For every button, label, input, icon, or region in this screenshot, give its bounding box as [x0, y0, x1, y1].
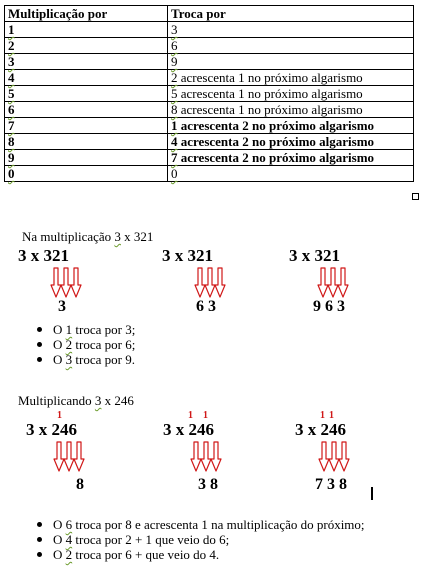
text-cursor	[371, 487, 373, 500]
list-item: O 2 troca por 6;	[33, 337, 135, 352]
cell-digit: 6	[5, 102, 168, 118]
section2-title-pre: Multiplicando	[18, 393, 95, 408]
down-arrow-icon	[195, 268, 205, 297]
section1-title-pre: Na multiplicação	[22, 229, 115, 244]
arrow-group	[195, 268, 225, 297]
carry-digit: 1	[57, 410, 62, 421]
example1-step1	[18, 246, 88, 316]
list-item: O 4 troca por 2 + 1 que veio do 6;	[33, 532, 365, 547]
cell-swap: 9	[168, 54, 414, 70]
section1-bullets	[33, 322, 135, 367]
cell-digit: 5	[5, 86, 168, 102]
down-arrow-icon	[54, 442, 64, 471]
table-row	[5, 134, 414, 150]
table-row	[5, 166, 414, 182]
section2-title-num: 3	[94, 393, 102, 408]
example2-result: 3 8	[198, 476, 218, 493]
carry-digit: 1	[188, 410, 193, 421]
table-row	[5, 118, 414, 134]
example2-step3	[295, 410, 365, 493]
table-row	[5, 102, 414, 118]
cell-swap: 5 acrescenta 1 no próximo algarismo	[168, 86, 414, 102]
cell-swap: 2 acrescenta 1 no próximo algarismo	[168, 70, 414, 86]
down-arrow-icon	[215, 268, 225, 297]
table-row	[5, 22, 414, 38]
section2-title	[18, 393, 134, 409]
carry-digit: 1	[203, 410, 208, 421]
cell-swap: 1 acrescenta 2 no próximo algarismo	[168, 118, 414, 134]
example2-expression: 3 x 246	[26, 420, 77, 439]
arrow-group	[319, 442, 349, 471]
example2-step2	[163, 410, 233, 493]
down-arrow-icon	[339, 442, 349, 471]
example2-expression: 3 x 246	[163, 420, 214, 439]
example1-step3	[289, 246, 359, 316]
cell-swap: 6	[168, 38, 414, 54]
arrow-group	[51, 268, 81, 297]
section2-bullets	[33, 517, 365, 562]
down-arrow-icon	[61, 268, 71, 297]
section1-title-post: x 321	[120, 229, 154, 244]
section1-title-num: 3	[114, 229, 121, 244]
example1-expression: 3 x 321	[289, 246, 340, 265]
example1-result: 3	[58, 298, 66, 315]
cell-swap: 7 acrescenta 2 no próximo algarismo	[168, 150, 414, 166]
header-multiplicacao: Multiplicação por	[5, 6, 168, 22]
down-arrow-icon	[211, 442, 221, 471]
example2-arrows	[26, 420, 96, 490]
cell-digit: 3	[5, 54, 168, 70]
carry-digit: 1	[320, 410, 325, 421]
cell-swap: 4 acrescenta 2 no próximo algarismo	[168, 134, 414, 150]
cell-digit: 9	[5, 150, 168, 166]
down-arrow-icon	[191, 442, 201, 471]
cell-digit: 7	[5, 118, 168, 134]
down-arrow-icon	[51, 268, 61, 297]
down-arrow-icon	[64, 442, 74, 471]
example2-step1	[26, 410, 96, 493]
table-row	[5, 150, 414, 166]
table-row	[5, 54, 414, 70]
down-arrow-icon	[328, 268, 338, 297]
example2-expression: 3 x 246	[295, 420, 346, 439]
arrow-group	[191, 442, 221, 471]
example1-arrows	[18, 246, 88, 316]
carry-digit: 1	[329, 410, 334, 421]
cell-digit: 2	[5, 38, 168, 54]
down-arrow-icon	[319, 442, 329, 471]
down-arrow-icon	[205, 268, 215, 297]
arrow-group	[54, 442, 84, 471]
section2-title-post: x 246	[101, 393, 134, 408]
cell-digit: 4	[5, 70, 168, 86]
table-row	[5, 86, 414, 102]
cell-digit: 1	[5, 22, 168, 38]
down-arrow-icon	[338, 268, 348, 297]
example1-expression: 3 x 321	[18, 246, 69, 265]
table-header-row	[5, 6, 414, 22]
down-arrow-icon	[71, 268, 81, 297]
cell-swap: 0	[168, 166, 414, 182]
cell-swap: 8 acrescenta 1 no próximo algarismo	[168, 102, 414, 118]
example2-result: 7 3 8	[315, 476, 347, 493]
example1-result: 6 3	[196, 298, 216, 315]
table-resize-handle[interactable]	[412, 193, 419, 200]
table-row	[5, 38, 414, 54]
reference-table	[4, 5, 414, 182]
example1-step2	[162, 246, 232, 316]
list-item: O 1 troca por 3;	[33, 322, 135, 337]
list-item: O 6 troca por 8 e acrescenta 1 na multiplicação do próximo;	[33, 517, 365, 532]
cell-digit: 0	[5, 166, 168, 182]
down-arrow-icon	[201, 442, 211, 471]
section1-title	[22, 229, 153, 245]
example1-result: 9 6 3	[313, 298, 345, 315]
arrow-group	[318, 268, 348, 297]
table-row	[5, 70, 414, 86]
cell-swap: 3	[168, 22, 414, 38]
list-item: O 2 troca por 6 + que veio do 4.	[33, 547, 365, 562]
header-troca: Troca por	[168, 6, 414, 22]
example1-expression: 3 x 321	[162, 246, 213, 265]
down-arrow-icon	[74, 442, 84, 471]
down-arrow-icon	[318, 268, 328, 297]
list-item: O 3 troca por 9.	[33, 352, 135, 367]
example2-result: 8	[76, 476, 84, 493]
down-arrow-icon	[329, 442, 339, 471]
cell-digit: 8	[5, 134, 168, 150]
